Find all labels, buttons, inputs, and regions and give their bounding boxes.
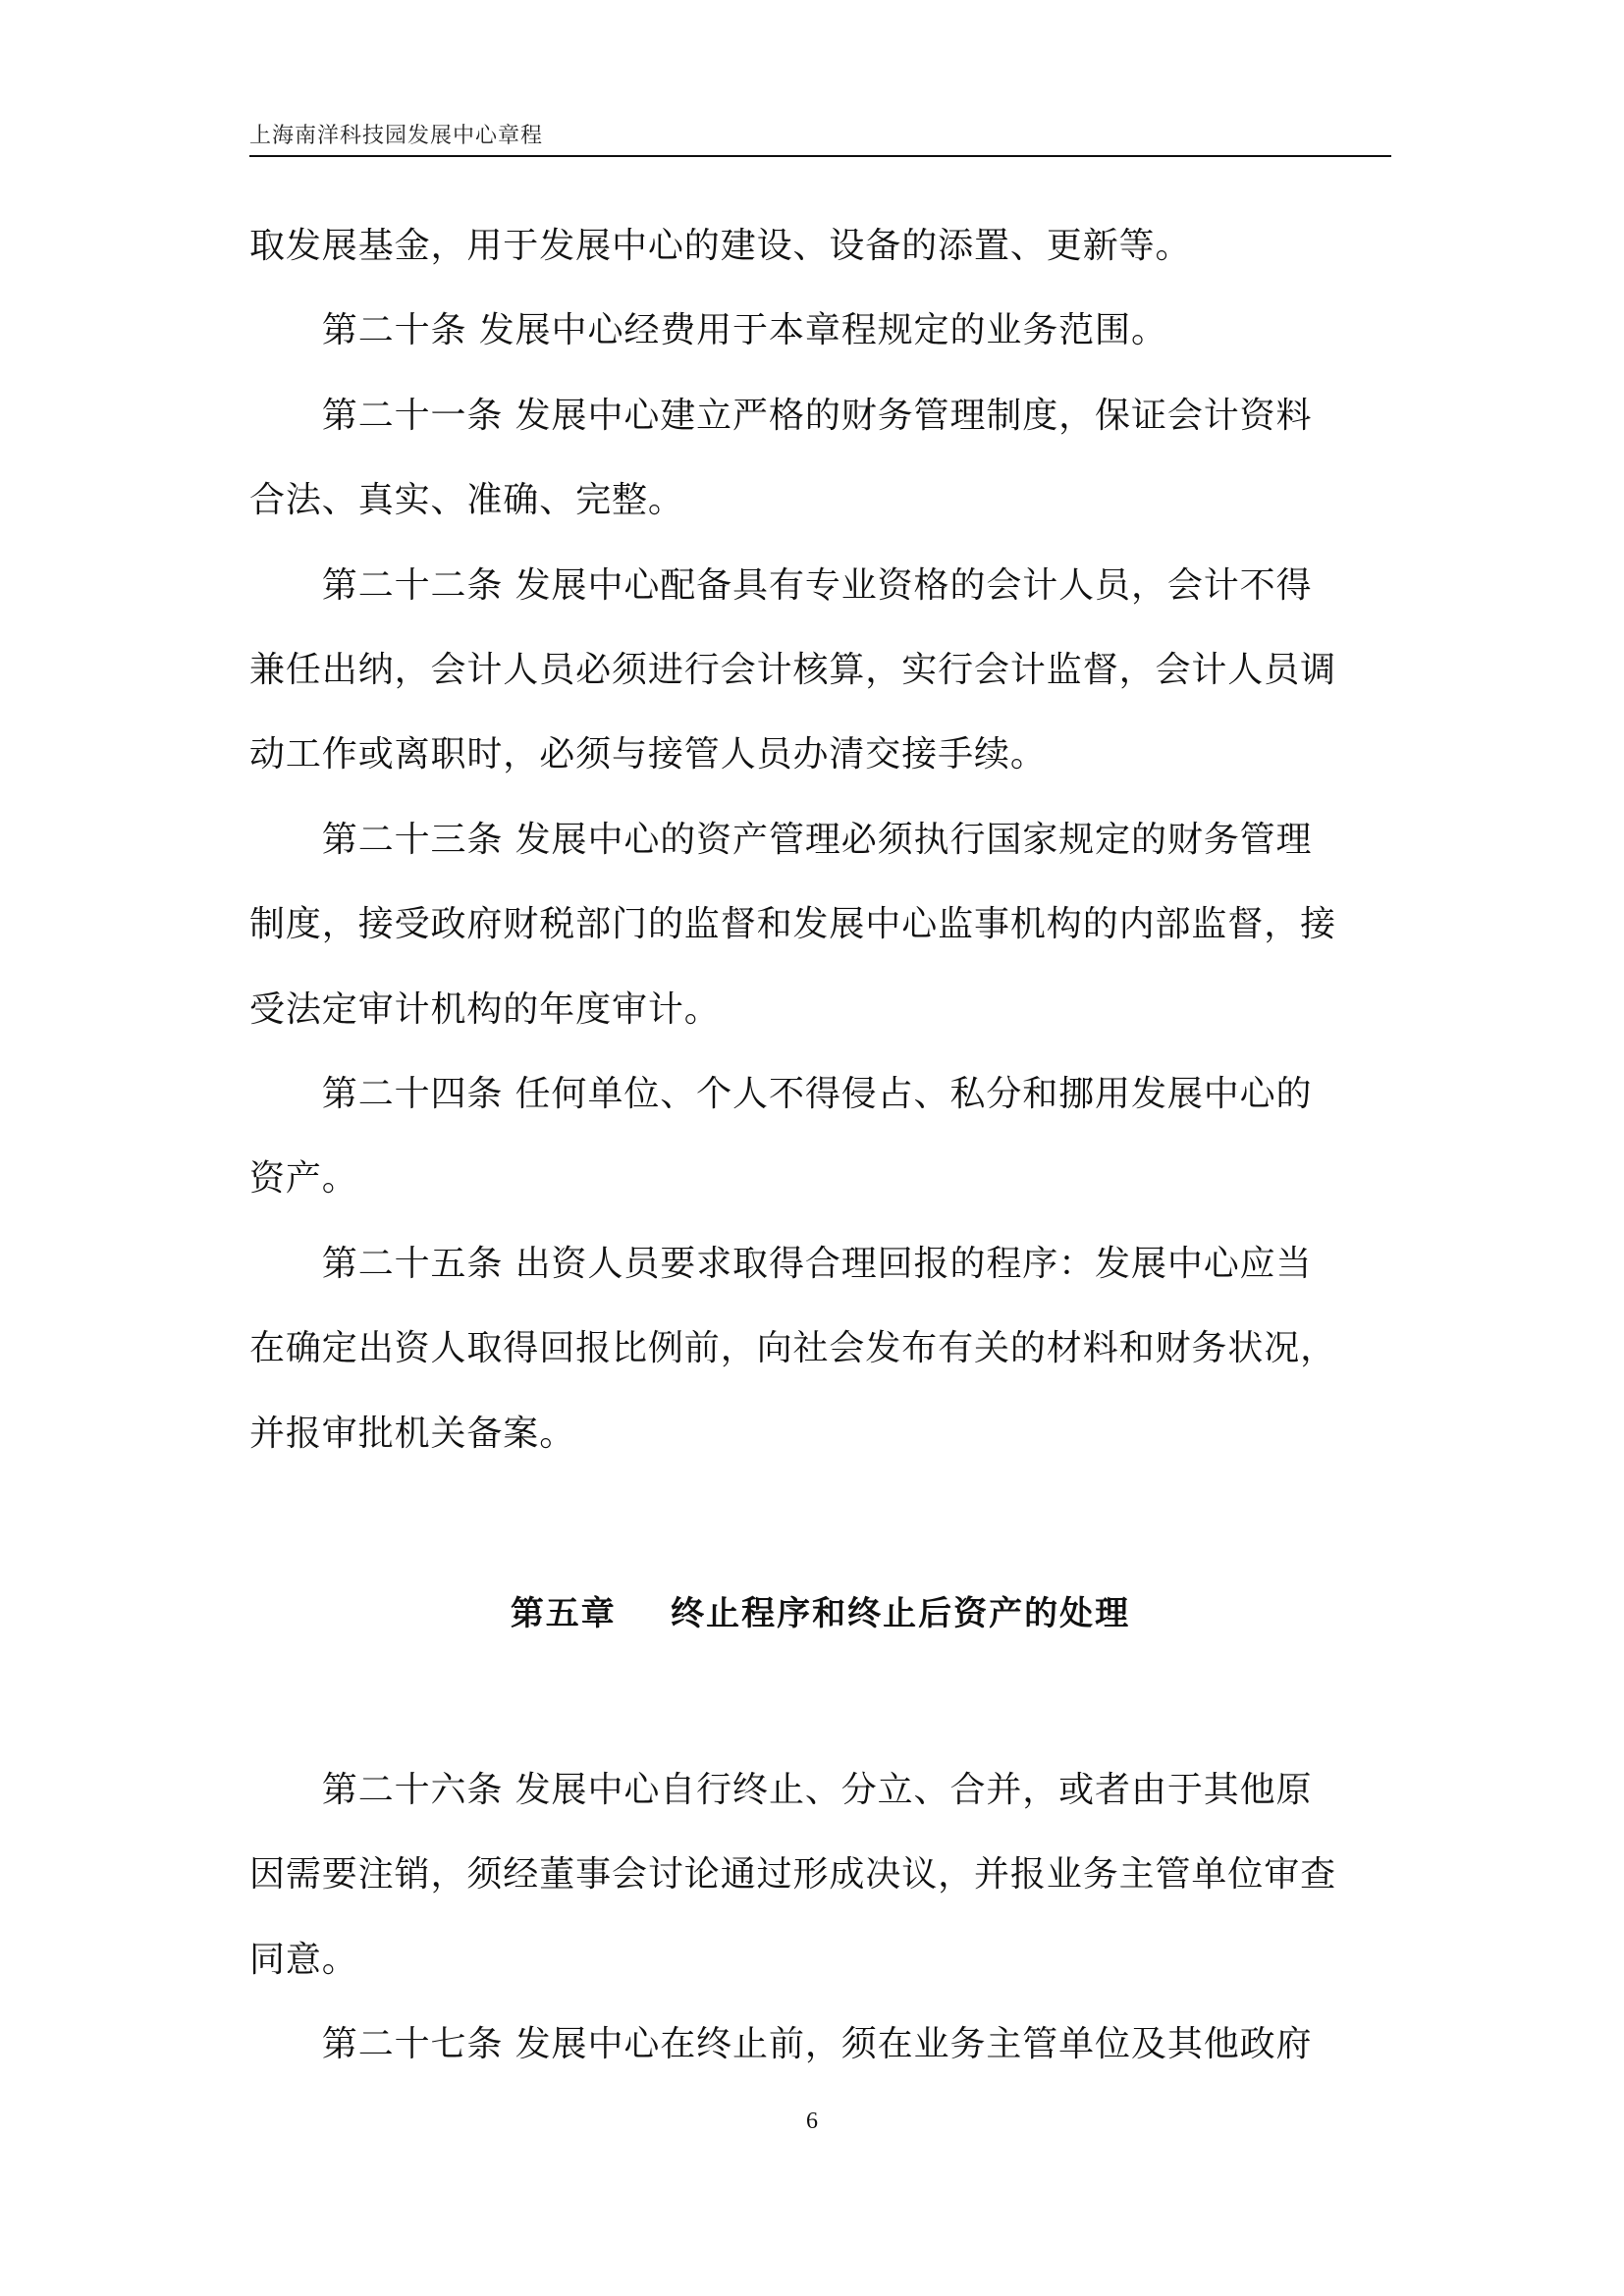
body-line: 并报审批机关备案。 [249,1414,576,1454]
body-line: 因需要注销，须经董事会讨论通过形成决议，并报业务主管单位审查 [249,1854,1337,1895]
body-line: 第二十七条 发展中心在终止前，须在业务主管单位及其他政府 [249,2024,1313,2064]
body-line: 制度，接受政府财税部门的监督和发展中心监事机构的内部监督，接 [249,904,1337,944]
chapter-heading: 第五章 终止程序和终止后资产的处理 [510,1594,1131,1633]
body-line: 第二十五条 出资人员要求取得合理回报的程序：发展中心应当 [249,1244,1313,1284]
body-line: 合法、真实、准确、完整。 [249,480,684,520]
body-line: 动工作或离职时，必须与接管人员办清交接手续。 [249,734,1047,774]
body-line: 第二十一条 发展中心建立严格的财务管理制度，保证会计资料 [249,396,1313,436]
body-line: 兼任出纳，会计人员必须进行会计核算，实行会计监督，会计人员调 [249,650,1337,690]
body-line: 在确定出资人取得回报比例前，向社会发布有关的材料和财务状况， [249,1328,1337,1368]
body-line: 第二十四条 任何单位、个人不得侵占、私分和挪用发展中心的 [249,1074,1313,1114]
body-line: 第二十三条 发展中心的资产管理必须执行国家规定的财务管理 [249,820,1313,860]
body-line: 资产。 [249,1158,358,1199]
body-line: 同意。 [249,1940,358,1980]
page-number: 6 [806,2109,818,2134]
body-line: 受法定审计机构的年度审计。 [249,989,721,1030]
body-line: 第二十条 发展中心经费用于本章程规定的业务范围。 [249,310,1167,350]
page-header [249,112,1391,157]
header-title: 上海南洋科技园发展中心章程 [249,124,544,148]
body-line: 第二十二条 发展中心配备具有专业资格的会计人员，会计不得 [249,565,1313,606]
body-line: 取发展基金，用于发展中心的建设、设备的添置、更新等。 [249,226,1192,266]
body-line: 第二十六条 发展中心自行终止、分立、合并，或者由于其他原 [249,1770,1313,1810]
